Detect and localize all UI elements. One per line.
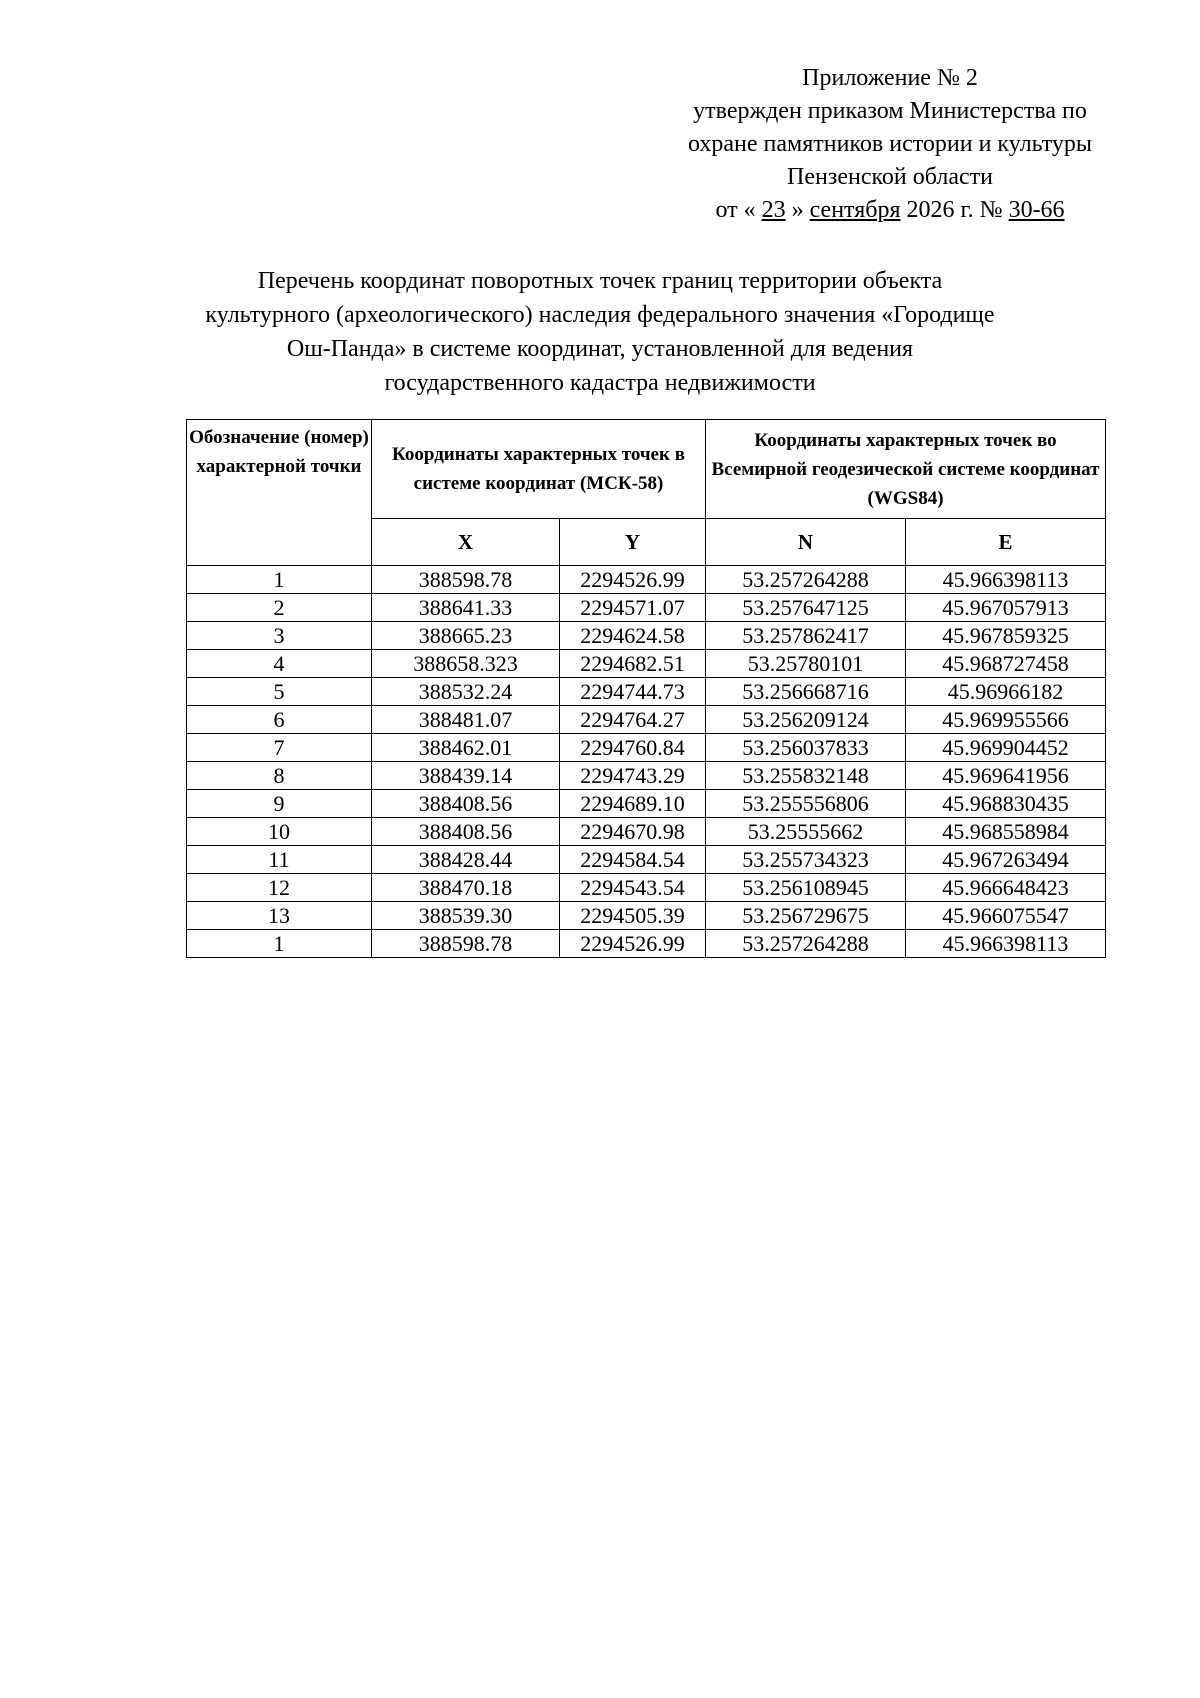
table-row [187,790,1106,818]
table-row [187,678,1106,706]
cell-point: 7 [187,734,372,762]
order-date-line [640,194,1140,227]
cell-y: 2294624.58 [560,622,706,650]
cell-e: 45.969955566 [906,706,1106,734]
cell-point: 13 [187,902,372,930]
appendix-line: Пензенской области [787,164,993,190]
cell-x: 388641.33 [372,594,560,622]
appendix-line: утвержден приказом Министерства по [693,98,1087,124]
cell-x: 388408.56 [372,790,560,818]
cell-y: 2294526.99 [560,930,706,958]
cell-e: 45.967859325 [906,622,1106,650]
cell-n: 53.257862417 [706,622,906,650]
cell-e: 45.967263494 [906,846,1106,874]
header-n: N [706,519,906,566]
cell-x: 388439.14 [372,762,560,790]
header-e: E [906,519,1106,566]
table-row [187,818,1106,846]
cell-e: 45.966075547 [906,902,1106,930]
cell-point: 11 [187,846,372,874]
cell-point: 8 [187,762,372,790]
cell-n: 53.257264288 [706,930,906,958]
cell-x: 388481.07 [372,706,560,734]
title-line: Ош-Панда» в системе координат, установленной для ведения [286,336,914,362]
cell-x: 388539.30 [372,902,560,930]
cell-n: 53.256209124 [706,706,906,734]
cell-x: 388408.56 [372,818,560,846]
cell-y: 2294764.27 [560,706,706,734]
cell-n: 53.256729675 [706,902,906,930]
cell-x: 388598.78 [372,930,560,958]
cell-n: 53.25780101 [706,650,906,678]
cell-n: 53.257264288 [706,566,906,594]
cell-y: 2294584.54 [560,846,706,874]
cell-e: 45.96966182 [906,678,1106,706]
header-msk58-coordinates: Координаты характерных точек в системе координат (МСК-58) [372,420,706,519]
cell-n: 53.256108945 [706,874,906,902]
cell-e: 45.968558984 [906,818,1106,846]
document-title [130,264,1070,400]
table-row [187,622,1106,650]
header-point-designation: Обозначение (номер) характерной точки [187,420,372,566]
cell-y: 2294670.98 [560,818,706,846]
cell-e: 45.966398113 [906,566,1106,594]
date-sep: » [791,197,804,223]
date-prefix: от « [715,197,756,223]
table-row [187,846,1106,874]
cell-y: 2294543.54 [560,874,706,902]
cell-point: 3 [187,622,372,650]
cell-n: 53.25555662 [706,818,906,846]
header-x: X [372,519,560,566]
header-y: Y [560,519,706,566]
appendix-line: охране памятников истории и культуры [688,131,1092,157]
cell-x: 388598.78 [372,566,560,594]
cell-e: 45.968727458 [906,650,1106,678]
cell-point: 4 [187,650,372,678]
table-row [187,902,1106,930]
coordinates-table [186,419,1106,958]
cell-y: 2294682.51 [560,650,706,678]
cell-n: 53.255832148 [706,762,906,790]
cell-x: 388462.01 [372,734,560,762]
cell-n: 53.255556806 [706,790,906,818]
table-row [187,566,1106,594]
appendix-line: Приложение № 2 [802,65,978,91]
table-row [187,706,1106,734]
cell-x: 388428.44 [372,846,560,874]
order-number: 30-66 [1008,197,1065,223]
table-row [187,930,1106,958]
cell-y: 2294571.07 [560,594,706,622]
table-row [187,734,1106,762]
cell-y: 2294744.73 [560,678,706,706]
table-row [187,650,1106,678]
cell-n: 53.255734323 [706,846,906,874]
date-year: 2026 г. № [906,197,1003,223]
table-row [187,874,1106,902]
cell-y: 2294526.99 [560,566,706,594]
date-day: 23 [761,197,786,223]
title-line: культурного (археологического) наследия федерального значения «Городище [205,302,995,328]
cell-y: 2294689.10 [560,790,706,818]
cell-point: 6 [187,706,372,734]
title-line: государственного кадастра недвижимости [384,370,816,396]
cell-y: 2294760.84 [560,734,706,762]
date-month: сентября [809,197,901,223]
cell-point: 9 [187,790,372,818]
cell-x: 388658.323 [372,650,560,678]
cell-e: 45.966648423 [906,874,1106,902]
cell-y: 2294505.39 [560,902,706,930]
appendix-block [640,62,1140,227]
cell-point: 1 [187,930,372,958]
title-line: Перечень координат поворотных точек границ территории объекта [257,268,943,294]
cell-e: 45.968830435 [906,790,1106,818]
cell-n: 53.257647125 [706,594,906,622]
cell-e: 45.966398113 [906,930,1106,958]
table-row [187,762,1106,790]
cell-x: 388665.23 [372,622,560,650]
cell-n: 53.256037833 [706,734,906,762]
cell-point: 10 [187,818,372,846]
cell-e: 45.969904452 [906,734,1106,762]
cell-y: 2294743.29 [560,762,706,790]
cell-x: 388470.18 [372,874,560,902]
table-body [187,566,1106,958]
cell-point: 2 [187,594,372,622]
cell-point: 5 [187,678,372,706]
cell-n: 53.256668716 [706,678,906,706]
table-row [187,594,1106,622]
header-wgs84-coordinates: Координаты характерных точек во Всемирной геодезической системе координат (WGS84) [706,420,1106,519]
cell-point: 12 [187,874,372,902]
cell-e: 45.967057913 [906,594,1106,622]
cell-point: 1 [187,566,372,594]
cell-x: 388532.24 [372,678,560,706]
cell-e: 45.969641956 [906,762,1106,790]
